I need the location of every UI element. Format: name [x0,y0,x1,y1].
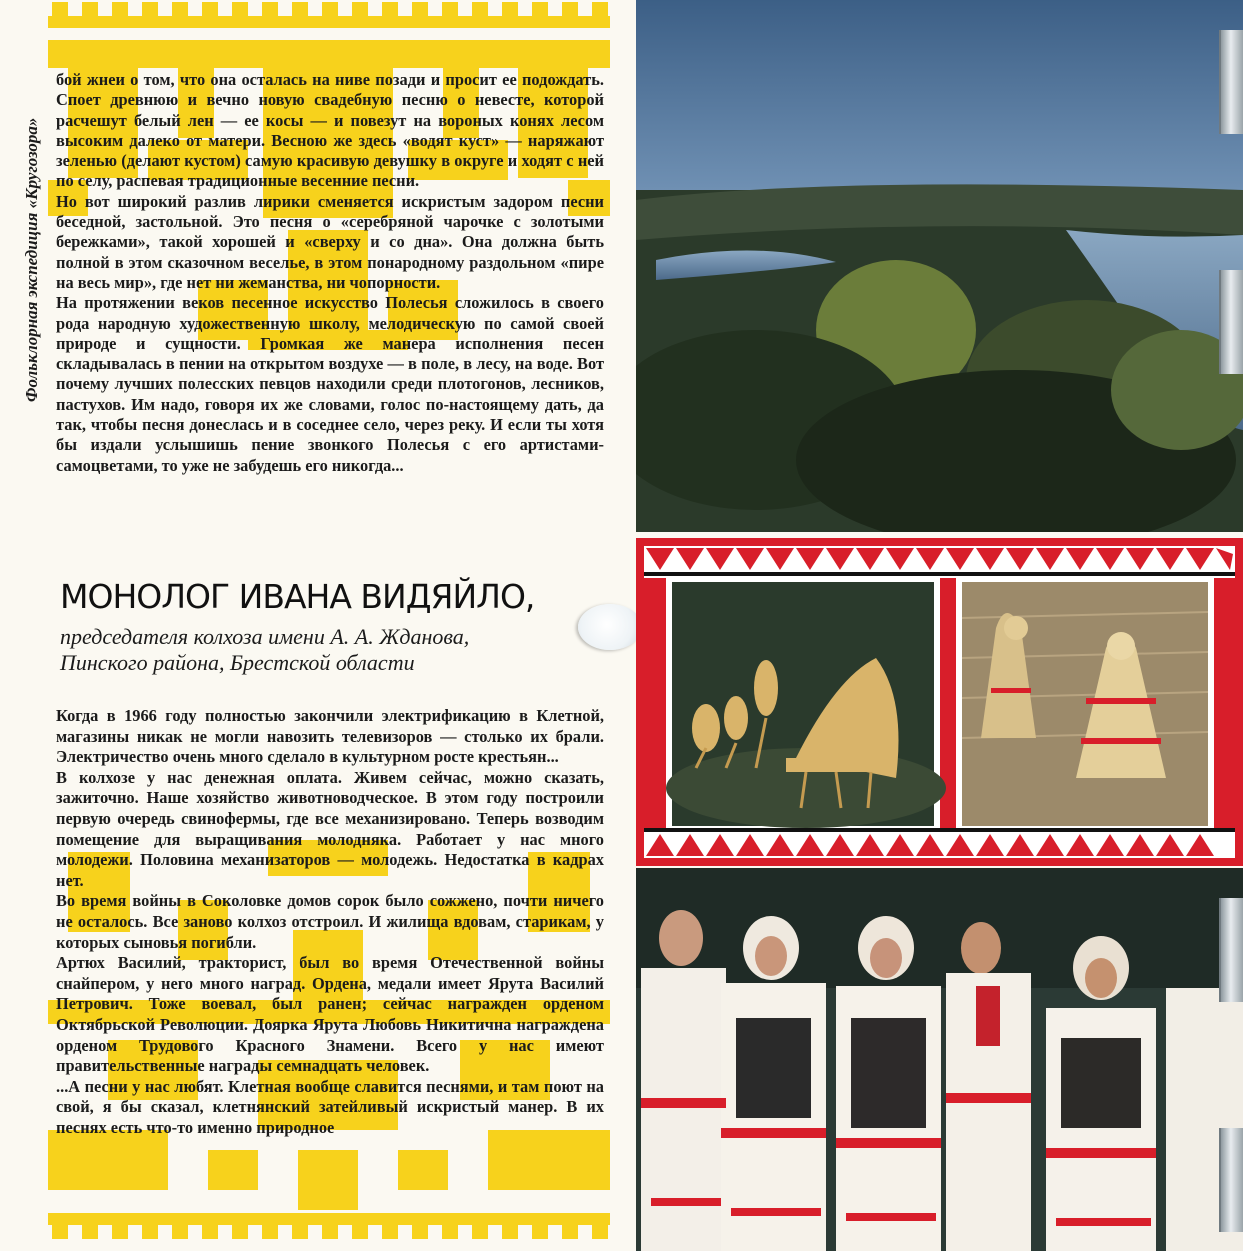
folk-choir-photo [636,868,1243,1251]
monologue-text [56,706,604,1138]
paragraph: Артюх Василий, тракторист, был во время Отечественной войны снайпером, у него много наград. Ордена, медали имеет Ярута Василий Петрович. Тоже воевал, был ранен; сейчас награжден орденом Октябрьской Революции. Доярка Ярута Любовь Никитична награждена орденом Трудового Красного Знамени. Всего у нас имеют правительственные награды семнадцать человек. [56,953,604,1076]
subheading-line: Пинского района, Брестской области [60,650,415,675]
paragraph: бой жнеи о том, что она осталась на ниве позади и просит ее подождать. Споет древнюю и вечно новую свадебную песню о невесте, которой расчешут белый лен — ее косы — и повезут на вороных конях лесом высоким далеко от матери. Весною же здесь «водят куст» — наряжают зеленью (делают кустом) самую красивую девушку в округе и ходят с ней по селу, распевая традиционные весенние песни. [56,70,604,191]
section-heading: МОНОЛОГ ИВАНА ВИДЯЙЛО, [60,577,535,616]
ornament-band-top [48,2,610,28]
river-landscape-photo [636,0,1243,532]
subheading-line: председателя колхоза имени А. А. Жданова, [60,624,470,649]
side-caption: Фольклорная экспедиция «Кругозора» [22,117,41,402]
section-subheading [60,624,600,676]
paragraph: ...А песни у нас любят. Клетная вообще славится песнями, и там поют на свой, я бы сказал, клетнянский затейливый искристый манер. В их песнях есть что-то именно природное [56,1076,604,1137]
paragraph: В колхозе у нас денежная оплата. Живем сейчас, можно сказать, зажиточно. Наше хозяйство животноводческое. В этом году построили первую очередь свинофермы, где все механизировано. Теперь возводим помещение для выращивания молодняка. Работает у нас много молодежи. Половина механизаторов — молодежь. Недостатка в кадрах нет. [56,767,604,890]
paragraph: На протяжении веков песенное искусство Полесья сложилось в своего рода народную художественную школу, мелодическую по самой своей природе и сущности. Громкая же манера исполнения песен складывалась в пении на открытом воздухе — в поле, в лесу, на воде. Вот почему лучших полесских певцов находили среди плотогонов, лесников, пастухов. Им надо, говоря их же словами, голос по-настоящему дать, да так, чтобы песня донеслась и в соседнее село, через реку. И если ты хотя бы издали услышишь пение звонкого Полесья с его артистами-самоцветами, то уже не забудешь его никогда... [56,293,604,475]
binder-ring [1219,270,1243,374]
binder-ring [1219,30,1243,134]
binder-ring [1219,898,1243,1002]
article-text-top [56,70,604,476]
ornament-band-bottom [48,1213,610,1239]
binder-ring [1219,1128,1243,1232]
straw-figures-embroidered-frame [636,538,1243,866]
paragraph: Во время войны в Соколовке домов сорок было сожжено, почти ничего не осталось. Все заново колхоз отстроил. И жилища вдовам, старикам, у которых сыновья погибли. [56,891,604,952]
paragraph: Но вот широкий разлив лирики сменяется искристым задором песни беседной, застольной. Это песня о «серебряной чарочке с золотыми бережками», такой хорошей и «сверху и со дна». Она должна быть полной в этом сказочном веселье, в этом понародному раздольном «пире на весь мир», где нет ни жеманства, ни чопорности. [56,191,604,292]
binding-hole [578,604,642,650]
paragraph: Когда в 1966 году полностью закончили электрификацию в Клетной, магазины никак не могли навозить телевизоров — столько их брали. Электричество очень много сделало в культурном росте крестьян... [56,706,604,767]
